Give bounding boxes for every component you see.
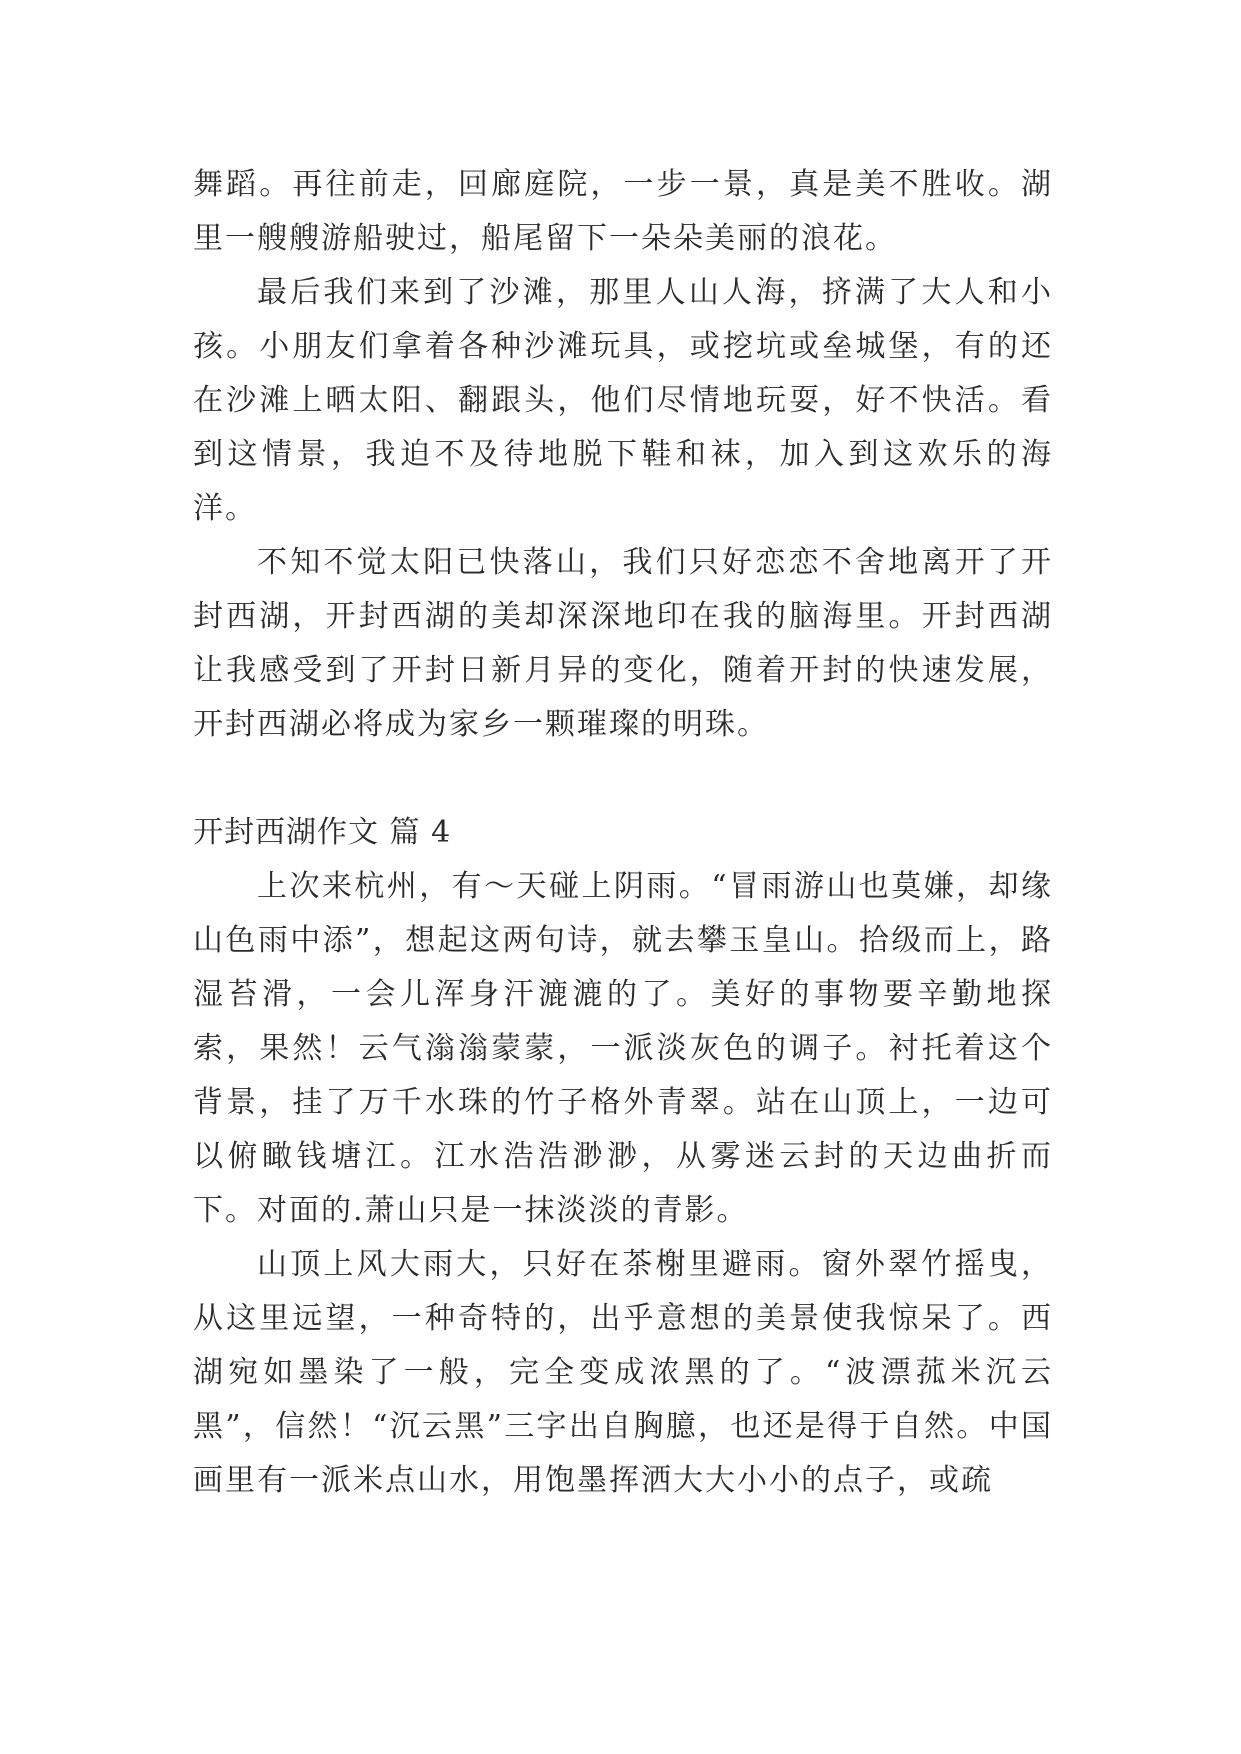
document-body [193,158,1053,1508]
paragraph-beach: 最后我们来到了沙滩，那里人山人海，挤满了大人和小孩。小朋友们拿着各种沙滩玩具，或挖坑或垒城堡，有的还在沙滩上晒太阳、翻跟头，他们尽情地玩耍，好不快活。看到这情景，我迫不及待地脱下鞋和袜，加入到这欢乐的海洋。 [193,275,1053,526]
paragraph-sunset-farewell: 不知不觉太阳已快落山，我们只好恋恋不舍地离开了开封西湖，开封西湖的美却深深地印在我的脑海里。开封西湖让我感受到了开封日新月异的变化，随着开封的快速发展，开封西湖必将成为家乡一颗璀璨的明珠。 [193,545,1053,742]
paragraph-hangzhou-rain: 上次来杭州，有～天碰上阴雨。“冒雨游山也莫嫌，却缘山色雨中添”，想起这两句诗，就去攀玉皇山。拾级而上，路湿苔滑，一会儿浑身汗漉漉的了。美好的事物要辛勤地探索，果然！云气滃滃蒙蒙，一派淡灰色的调子。衬托着这个背景，挂了万千水珠的竹子格外青翠。站在山顶上，一边可以俯瞰钱塘江。江水浩浩渺渺，从雾迷云封的天边曲折而下。对面的.萧山只是一抹淡淡的青影。 [193,869,1053,1228]
paragraph-mountain-top: 山顶上风大雨大，只好在茶榭里避雨。窗外翠竹摇曳，从这里远望，一种奇特的，出乎意想的美景使我惊呆了。西湖宛如墨染了一般，完全变成浓黑的了。“波漂菰米沉云黑”，信然！“沉云黑”三字出自胸臆，也还是得于自然。中国画里有一派米点山水，用饱墨挥洒大大小小的点子，或疏 [193,1247,1053,1498]
paragraph-dance-boats: 舞蹈。再往前走，回廊庭院，一步一景，真是美不胜收。湖里一艘艘游船驶过，船尾留下一朵朵美丽的浪花。 [193,167,1053,256]
section-heading: 开封西湖作文 篇 4 [193,815,452,850]
